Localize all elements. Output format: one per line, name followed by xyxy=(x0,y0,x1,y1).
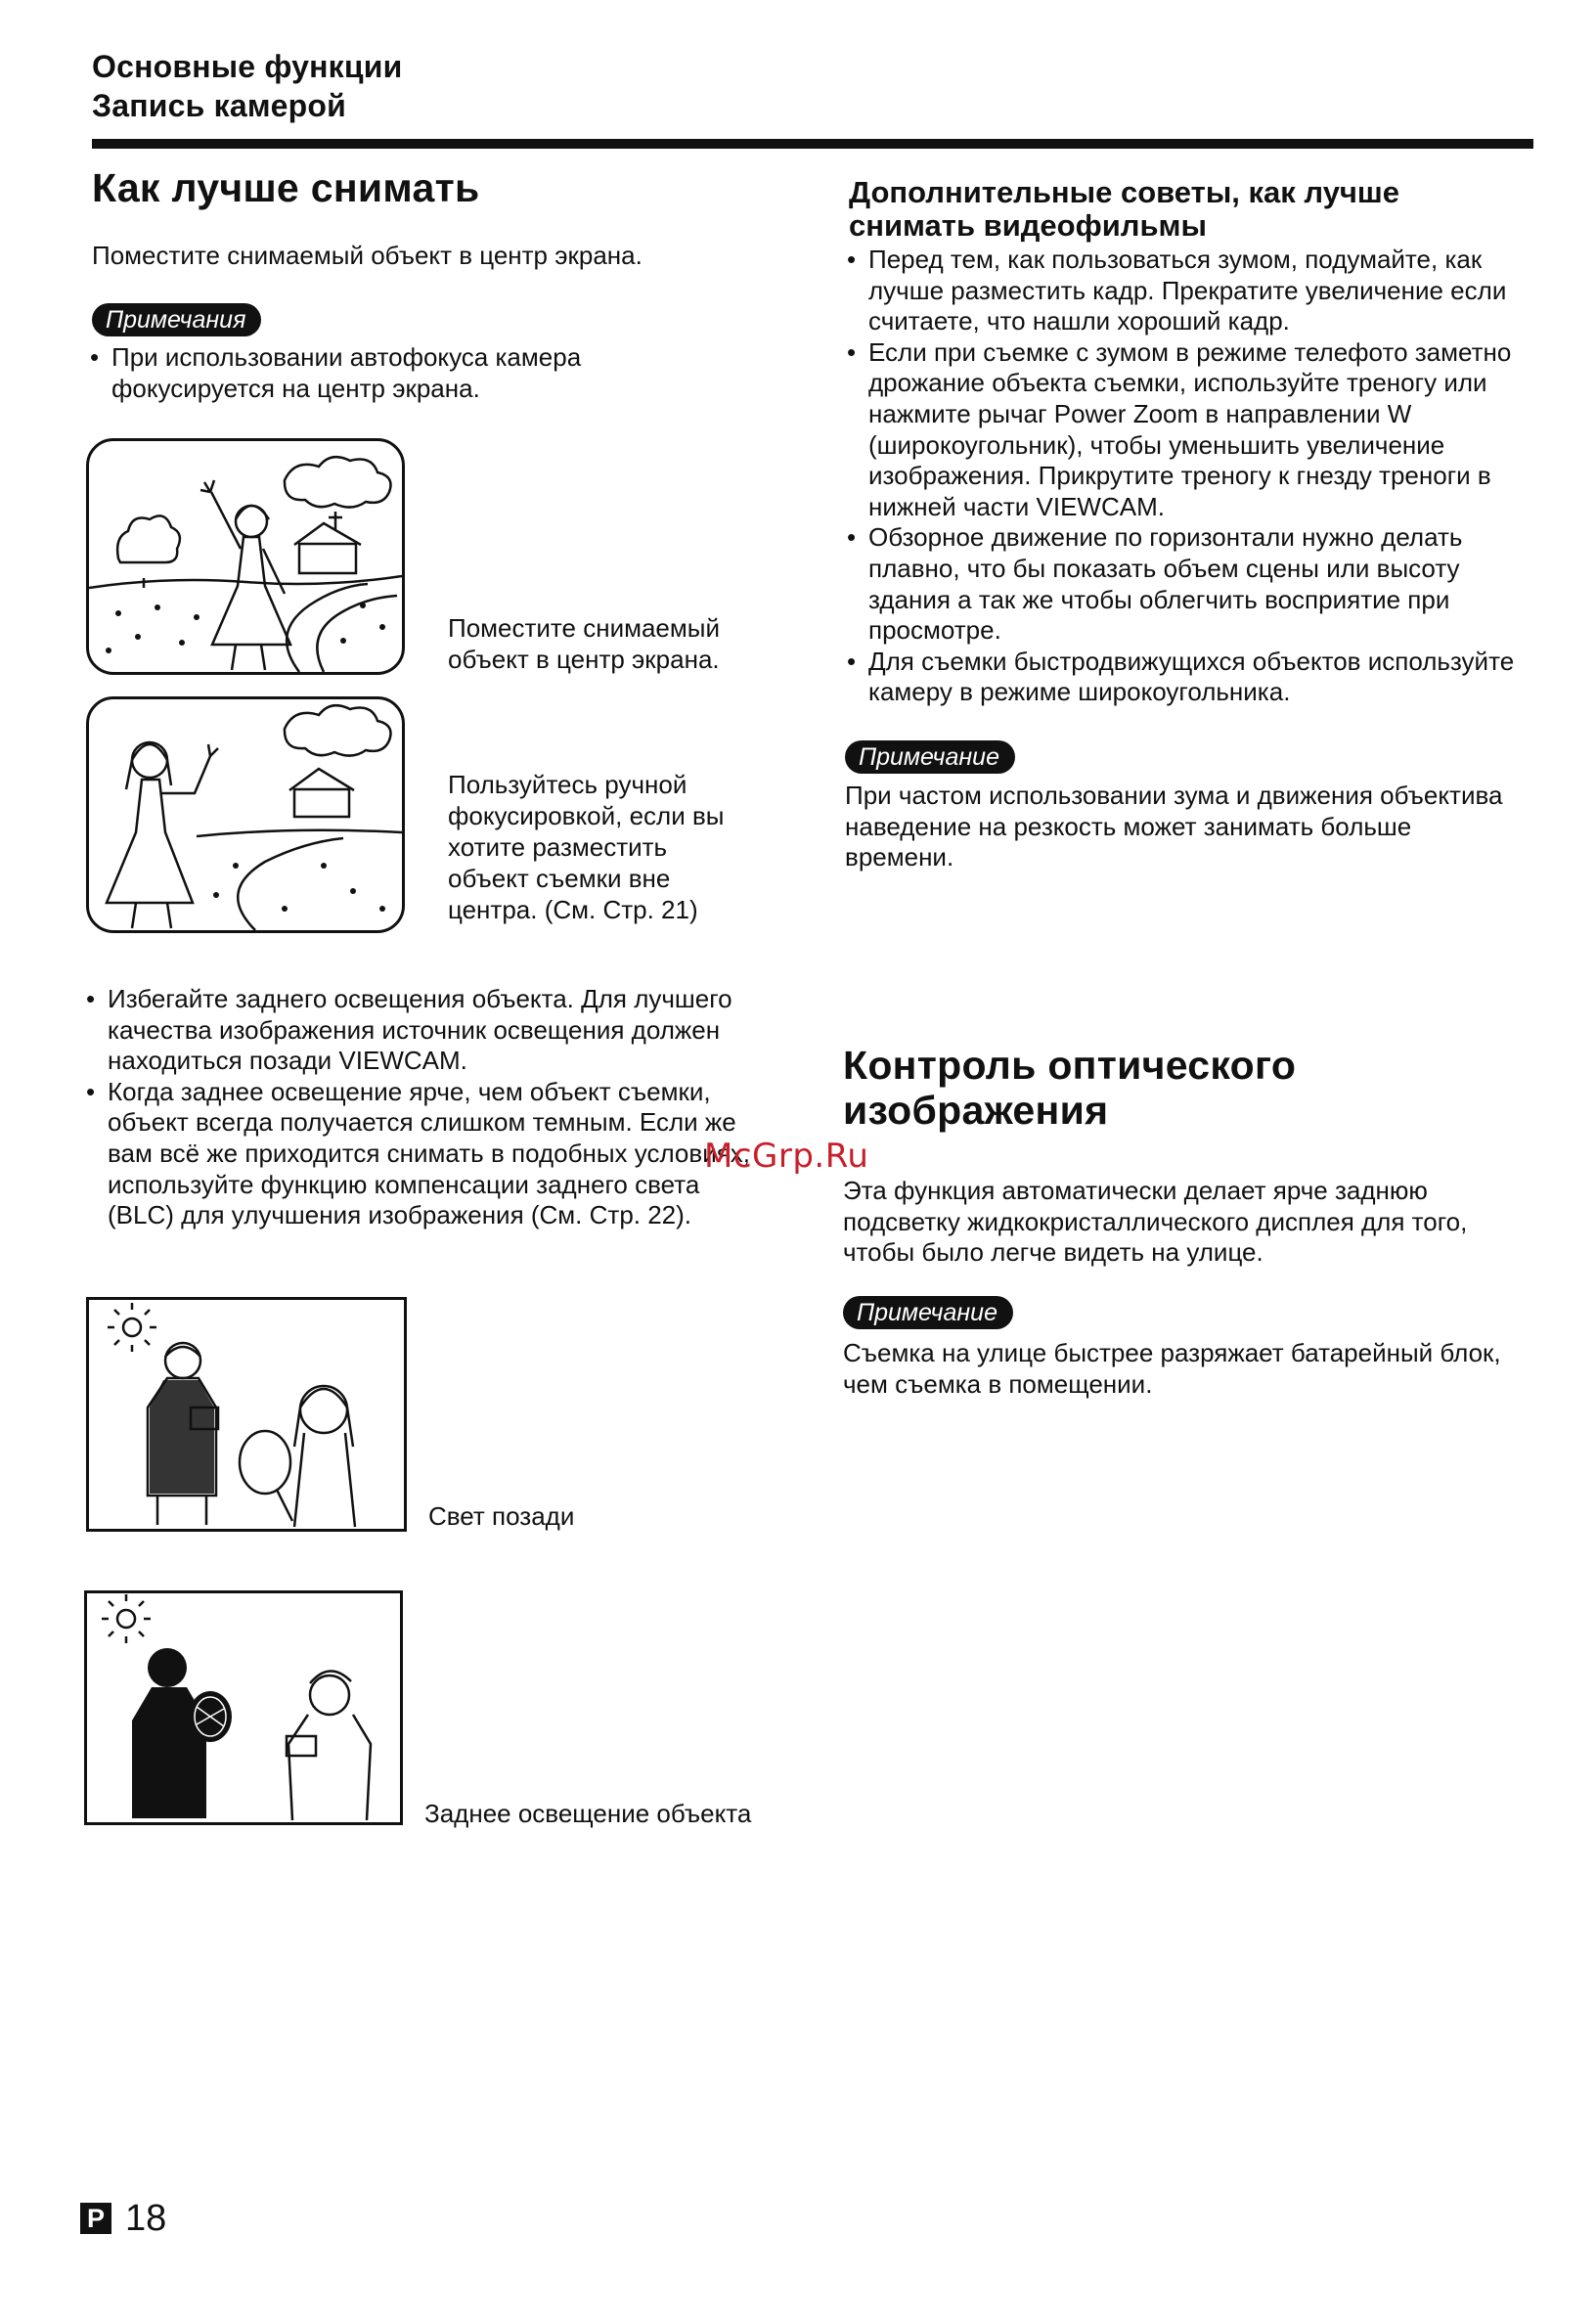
illustration-light-behind xyxy=(89,1300,404,1529)
tips-item: • Перед тем, как пользоваться зумом, подумайте, как лучше разместить кадр. Прекратите увеличение если считаете, что нашли хороший кадр. xyxy=(847,245,1533,337)
header-line-1: Основные функции xyxy=(92,49,403,84)
figure-1-caption: Поместите снимаемый объект в центр экрана. xyxy=(448,613,720,674)
note-text-2: Съемка на улице быстрее разряжает батарейный блок, чем съемка в помещении. xyxy=(843,1338,1501,1399)
figure-3-caption: Свет позади xyxy=(428,1501,575,1531)
left-note-item: • При использовании автофокуса камера фокусируется на центр экрана. xyxy=(90,342,638,404)
figure-backlit-subject xyxy=(84,1590,403,1825)
left-intro: Поместите снимаемый объект в центр экрана. xyxy=(92,241,643,270)
left-bullet-list xyxy=(86,984,771,1231)
optic-title: Контроль оптического изображения xyxy=(843,1043,1297,1133)
figure-centered-subject xyxy=(86,438,405,675)
tips-list xyxy=(847,245,1533,708)
page-badge: P xyxy=(80,2203,111,2234)
figure-light-behind xyxy=(86,1297,407,1532)
figure-4-caption: Заднее освещение объекта xyxy=(424,1799,752,1828)
header-line-2: Запись камерой xyxy=(92,88,347,123)
left-bullet-item: • Когда заднее освещение ярче, чем объект съемки, объект всегда получается слишком темным. Если же вам всё же приходится снимать в подобных условиях, используйте функцию компенсации заднего света (BLC) для улучшения изображения (См. Стр. 22). xyxy=(86,1077,771,1231)
tips-item: • Для съемки быстродвижущихся объектов используйте камеру в режиме широкоугольника. xyxy=(847,647,1533,708)
illustration-backlit xyxy=(87,1593,400,1822)
tips-item: • Обзорное движение по горизонтали нужно делать плавно, что бы показать объем сцены или высоту здания а так же чтобы облегчить восприятие при просмотре. xyxy=(847,522,1533,646)
figure-offcenter-subject xyxy=(86,696,405,933)
section-header xyxy=(92,47,403,125)
note-badge-right-1: Примечание xyxy=(845,740,1015,774)
illustration-offcenter xyxy=(89,699,402,930)
illustration-centered xyxy=(89,441,402,672)
optic-text: Эта функция автоматически делает ярче заднюю подсветку жидкокристаллического дисплея для того, чтобы было легче видеть на улице. xyxy=(843,1176,1468,1268)
note-badge-right-2: Примечание xyxy=(843,1296,1013,1329)
note-badge-left: Примечания xyxy=(92,303,261,336)
header-rule xyxy=(92,139,1533,149)
figure-2-caption: Пользуйтесь ручной фокусировкой, если вы хотите разместить объект съемки вне центра. (См. Стр. 21) xyxy=(448,770,725,924)
note-text-1: При частом использовании зума и движения объектива наведение на резкость может занимать больше времени. xyxy=(845,781,1503,872)
left-bullet-item: • Избегайте заднего освещения объекта. Для лучшего качества изображения источник освещения должен находиться позади VIEWCAM. xyxy=(86,984,771,1077)
tips-title: Дополнительные советы, как лучше снимать видеофильмы xyxy=(849,175,1400,243)
page-number: 18 xyxy=(125,2198,167,2239)
tips-item: • Если при съемке с зумом в режиме телефото заметно дрожание объекта съемки, используйте треногу или нажмите рычаг Power Zoom в направлении W (широкоугольник), чтобы уменьшить увеличение изображения. Прикрутите треногу к гнезду треноги в нижней части VIEWCAM. xyxy=(847,337,1533,523)
left-note-list xyxy=(90,342,638,404)
left-title: Как лучше снимать xyxy=(92,165,480,210)
watermark: McGrp.Ru xyxy=(704,1137,869,1176)
